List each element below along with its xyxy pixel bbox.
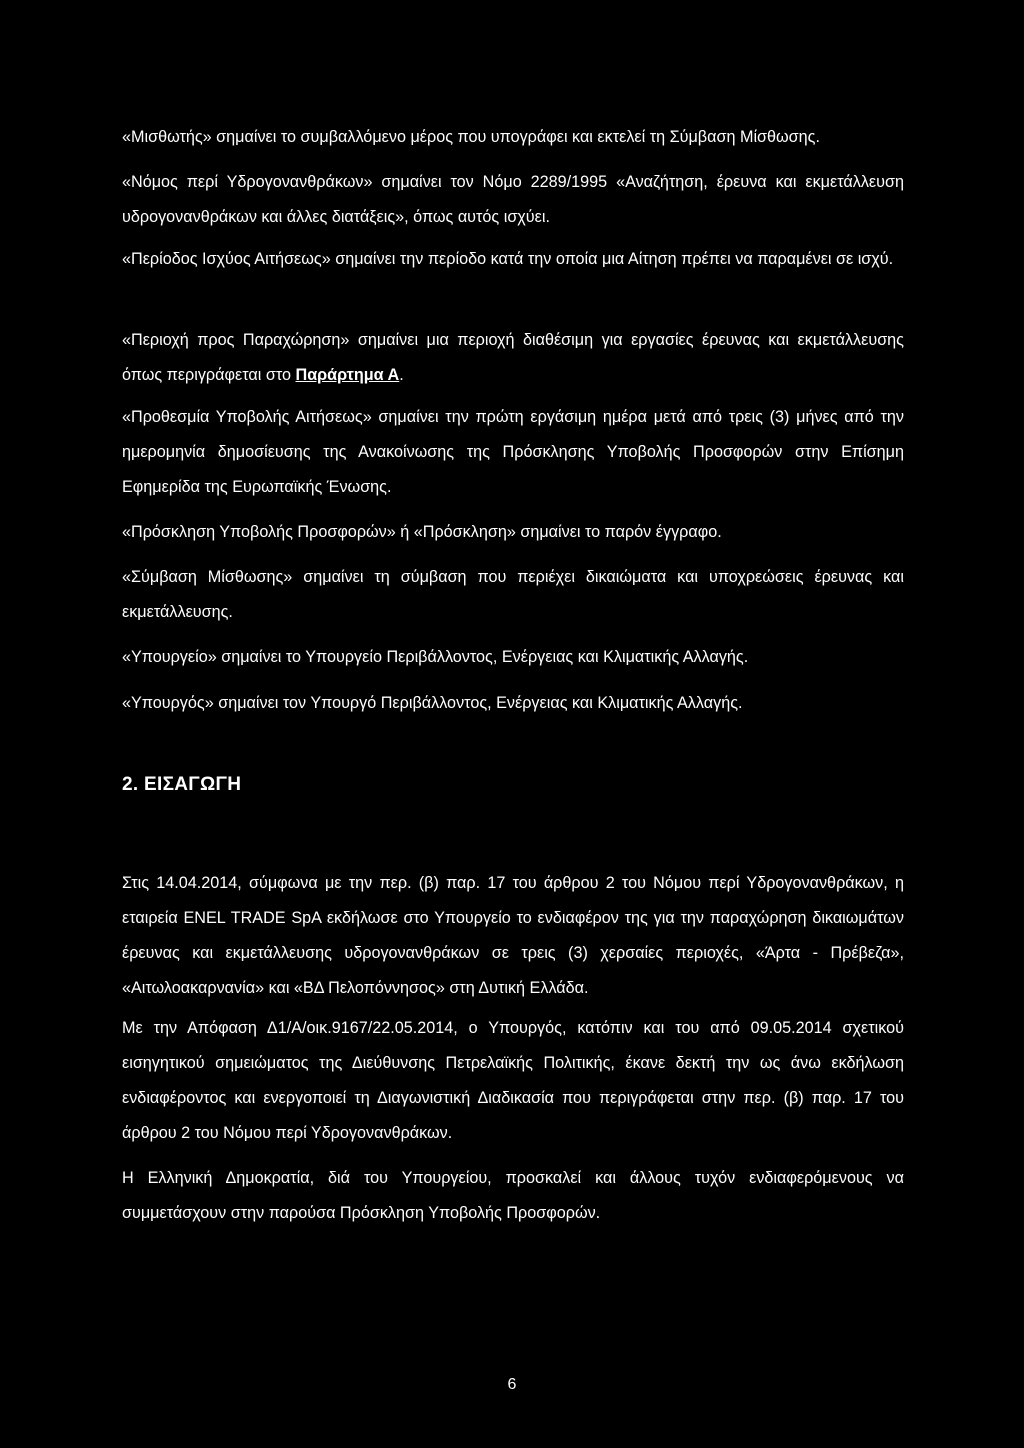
definition-application-validity-period: «Περίοδος Ισχύος Αιτήσεως» σημαίνει την περίοδο κατά την οποία μια Αίτηση πρέπει να παραμένει σε ισχύ.	[122, 250, 894, 268]
annex-tail: .	[399, 366, 404, 384]
definition-minister: «Υπουργός» σημαίνει τον Υπουργό Περιβάλλοντος, Ενέργειας και Κλιματικής Αλλαγής.	[122, 694, 743, 712]
definition-lessee: «Μισθωτής» σημαίνει το συμβαλλόμενο μέρος που υπογράφει και εκτελεί τη Σύμβαση Μίσθωσης.	[122, 128, 820, 146]
definition-concession-area	[122, 323, 904, 393]
definition-hydrocarbons-law: «Νόμος περί Υδρογονανθράκων» σημαίνει τον Νόμο 2289/1995 «Αναζήτηση, έρευνα και εκμετάλλευση υδρογονανθράκων και άλλες διατάξεις», όπως αυτός ισχύει.	[122, 173, 904, 226]
definition-concession-area-text: «Περιοχή προς Παραχώρηση» σημαίνει μια περιοχή διαθέσιμη για εργασίες έρευνας και εκμετάλλευσης όπως περιγράφεται στο	[122, 331, 904, 384]
definition-lease-agreement: «Σύμβαση Μίσθωσης» σημαίνει τη σύμβαση που περιέχει δικαιώματα και υποχρεώσεις έρευνας και εκμετάλλευσης.	[122, 568, 904, 621]
intro-paragraph-3: Η Ελληνική Δημοκρατία, διά του Υπουργείου, προσκαλεί και άλλους τυχόν ενδιαφερόμενους να συμμετάσχουν στην παρούσα Πρόσκληση Υποβολής Προσφορών.	[122, 1169, 904, 1222]
intro-paragraph-2: Με την Απόφαση Δ1/Α/οικ.9167/22.05.2014, ο Υπουργός, κατόπιν και του από 09.05.2014 σχετικού εισηγητικού σημειώματος της Διεύθυνσης Πετρελαϊκής Πολιτικής, έκανε δεκτή την ως άνω εκδήλωση ενδιαφέροντος και ενεργοποιεί τη Διαγωνιστική Διαδικασία που περιγράφεται στην περ. (β) παρ. 17 του άρθρου 2 του Νόμου περί Υδρογονανθράκων.	[122, 1019, 904, 1142]
definition-invitation: «Πρόσκληση Υποβολής Προσφορών» ή «Πρόσκληση» σημαίνει το παρόν έγγραφο.	[122, 523, 722, 541]
section-heading: 2. ΕΙΣΑΓΩΓΗ	[122, 774, 242, 795]
intro-paragraph-1: Στις 14.04.2014, σύμφωνα με την περ. (β) παρ. 17 του άρθρου 2 του Νόμου περί Υδρογονανθράκων, η εταιρεία ENEL TRADE SpA εκδήλωσε στο Υπουργείο το ενδιαφέρον της για την παραχώρηση δικαιωμάτων έρευνας και εκμετάλλευσης υδρογονανθράκων σε τρεις (3) χερσαίες περιοχές, «Άρτα - Πρέβεζα», «Αιτωλοακαρνανία» και «ΒΔ Πελοπόννησος» στη Δυτική Ελλάδα.	[122, 874, 904, 997]
page-number: 6	[507, 1376, 517, 1393]
annex-a-link[interactable]: Παράρτημα Α	[295, 366, 400, 384]
definition-application-deadline: «Προθεσμία Υποβολής Αιτήσεως» σημαίνει την πρώτη εργάσιμη ημέρα μετά από τρεις (3) μήνες από την ημερομηνία δημοσίευσης της Ανακοίνωσης της Πρόσκλησης Υποβολής Προσφορών στην Επίσημη Εφημερίδα της Ευρωπαϊκής Ένωσης.	[122, 408, 904, 496]
definition-ministry: «Υπουργείο» σημαίνει το Υπουργείο Περιβάλλοντος, Ενέργειας και Κλιματικής Αλλαγής.	[122, 648, 749, 666]
